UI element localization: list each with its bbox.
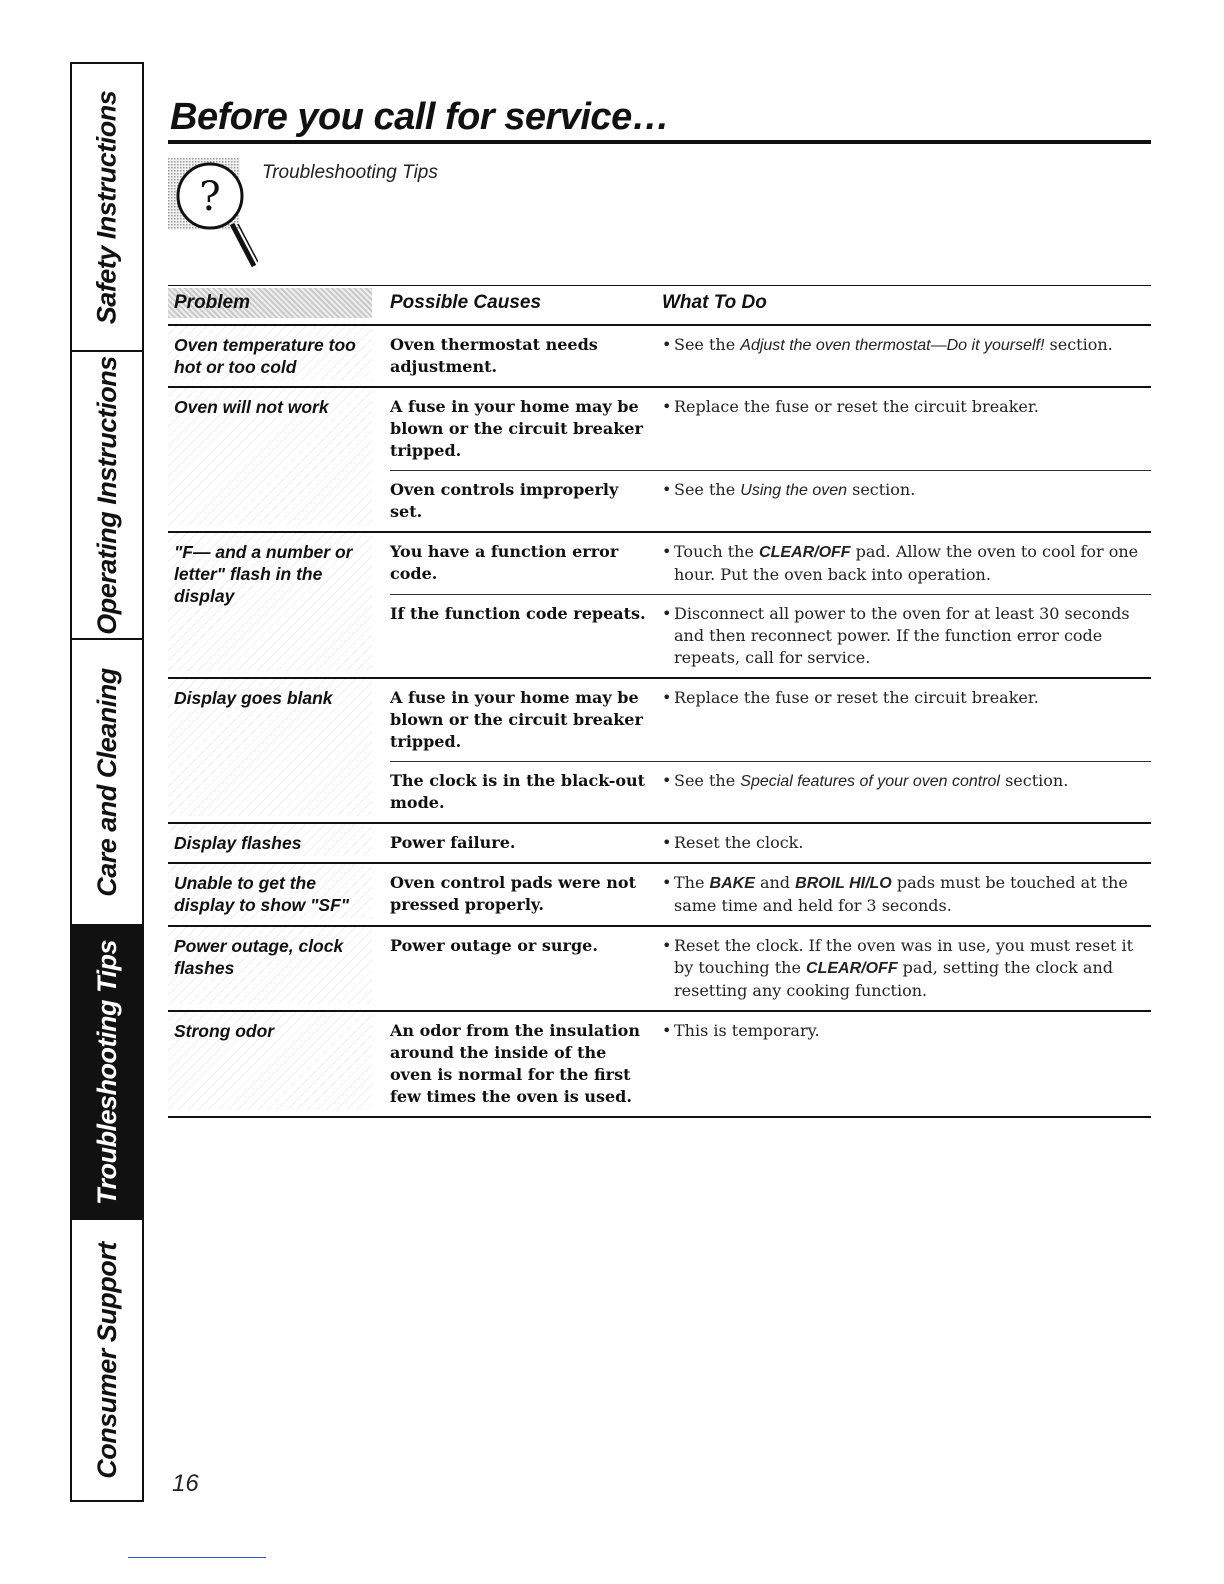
todo-segment: See the [674,480,741,499]
svg-text:?: ? [199,174,221,220]
group-rows [390,533,1151,677]
table-row [390,388,1151,470]
group-rows [390,679,1151,822]
problem-cell: Display goes blank [168,679,372,816]
todo-cell [662,935,1151,1002]
todo-segment: See the [674,771,741,790]
todo-reference: BROIL HI/LO [795,875,892,892]
side-tab-troubleshooting-tips[interactable] [72,926,142,1220]
question-magnifier-icon [168,158,258,270]
table-row [390,326,1151,386]
cause-cell: A fuse in your home may be blown or the circuit breaker tripped. [390,688,643,751]
column-header-problem: Problem [168,288,372,318]
todo-cell [662,541,1151,586]
bullet-icon: • [662,604,672,623]
todo-segment: Reset the clock. [674,833,804,852]
todo-segment: pad, setting the clock and resetting any cooking function. [674,958,1113,1000]
table-group [168,679,1151,824]
side-tab-safety-instructions[interactable] [72,64,142,352]
group-rows [390,927,1151,1010]
bullet-icon: • [662,397,672,416]
problem-cell: Oven temperature too hot or too cold [168,326,372,380]
page-title: Before you call for service… [170,96,670,138]
group-rows [390,864,1151,925]
side-tab-label: Operating Instructions [91,355,122,635]
problem-cell: "F— and a number or letter" flash in the display [168,533,372,671]
table-group [168,927,1151,1012]
bullet-icon: • [662,688,672,707]
bullet-icon: • [662,480,672,499]
table-group [168,1012,1151,1118]
table-group [168,533,1151,679]
todo-text [674,334,1151,378]
table-header [168,285,1151,326]
side-tab-label: Troubleshooting Tips [91,939,122,1205]
bullet-icon: • [662,335,672,354]
group-rows [390,1012,1151,1116]
title-rule [168,140,1151,144]
todo-segment: Disconnect all power to the oven for at least 30 seconds and then reconnect power. If the function error code repeats, call for service. [674,604,1130,667]
side-tab-care-and-cleaning[interactable] [72,640,142,926]
table-group [168,388,1151,533]
todo-reference: Using the oven [740,482,848,499]
todo-reference: Adjust the oven thermostat—Do it yourself! [740,337,1045,354]
table-row [390,533,1151,594]
todo-cell [662,396,1151,462]
todo-text [674,832,1151,854]
group-rows [390,824,1151,862]
todo-cell [662,603,1151,669]
table-row [390,761,1151,822]
todo-cell [662,1020,1151,1108]
bullet-icon: • [662,542,672,561]
group-rows [390,326,1151,386]
todo-cell [662,872,1151,917]
todo-reference: CLEAR/OFF [806,960,898,977]
todo-segment: This is temporary. [674,1021,820,1040]
todo-segment: See the [674,335,741,354]
bullet-icon: • [662,1021,672,1040]
todo-text [674,935,1151,1002]
problem-cell: Power outage, clock flashes [168,927,372,1004]
table-group [168,824,1151,864]
bullet-icon: • [662,833,672,852]
cause-cell: Oven control pads were not pressed properly. [390,873,636,914]
troubleshooting-table [168,285,1151,1118]
todo-segment: section. [847,480,916,499]
todo-segment: Reset the clock. If the oven was in use, you must reset it by touching the [674,936,1134,977]
table-group [168,864,1151,927]
table-row [390,927,1151,1010]
todo-cell [662,334,1151,378]
cause-cell: Power outage or surge. [390,936,598,955]
todo-segment: Replace the fuse or reset the circuit breaker. [674,688,1039,707]
cause-cell: If the function code repeats. [390,604,646,623]
side-tab-label: Care and Cleaning [91,667,122,897]
side-tab-label: Safety Instructions [91,90,122,324]
table-body [168,326,1151,1118]
todo-text [674,541,1151,586]
table-row [390,470,1151,531]
problem-cell: Oven will not work [168,388,372,525]
todo-segment: pad. Allow the oven to cool for one hour. Put the oven back into operation. [674,542,1139,584]
table-row [390,594,1151,677]
todo-segment: Touch the [674,542,760,561]
column-header-possible-causes: Possible Causes [390,292,542,313]
problem-cell: Unable to get the display to show "SF" [168,864,372,919]
table-row [390,679,1151,761]
side-tab-operating-instructions[interactable] [72,352,142,640]
cause-cell: An odor from the insulation around the inside of the oven is normal for the first few times the oven is used. [390,1021,640,1106]
cause-cell: You have a function error code. [390,542,619,583]
todo-text [674,1020,1151,1108]
todo-segment: and [754,873,796,892]
cause-cell: The clock is in the black-out mode. [390,771,646,812]
todo-text [674,603,1151,669]
side-tab-label: Consumer Support [91,1241,122,1479]
todo-segment: Replace the fuse or reset the circuit breaker. [674,397,1039,416]
footer-link-underline [128,1557,266,1558]
todo-cell [662,832,1151,854]
cause-cell: Oven thermostat needs adjustment. [390,335,598,376]
todo-text [674,687,1151,753]
todo-reference: CLEAR/OFF [759,544,851,561]
column-header-what-to-do: What To Do [662,292,767,313]
bullet-icon: • [662,873,672,892]
todo-text [674,770,1151,814]
problem-cell: Strong odor [168,1012,372,1110]
todo-segment: The [674,873,710,892]
todo-text [674,479,1151,523]
todo-cell [662,687,1151,753]
problem-cell: Display flashes [168,824,372,856]
todo-segment: section. [1044,335,1113,354]
table-row [390,824,1151,862]
cause-cell: Power failure. [390,833,516,852]
todo-text [674,872,1151,917]
todo-segment: pads must be touched at the same time and held for 3 seconds. [674,873,1128,915]
todo-segment: section. [999,771,1069,790]
cause-cell: Oven controls improperly set. [390,480,619,521]
section-subtitle: Troubleshooting Tips [262,162,438,183]
cause-cell: A fuse in your home may be blown or the circuit breaker tripped. [390,397,643,460]
page-number: 16 [172,1470,199,1497]
todo-reference: BAKE [709,875,755,892]
todo-reference: Special features of your oven control [740,773,1000,790]
side-tab-consumer-support[interactable] [72,1220,142,1500]
bullet-icon: • [662,771,672,790]
side-nav-tabs [70,62,144,1502]
todo-cell [662,479,1151,523]
bullet-icon: • [662,936,672,955]
group-rows [390,388,1151,531]
table-row [390,1012,1151,1116]
table-group [168,326,1151,388]
todo-cell [662,770,1151,814]
table-row [390,864,1151,925]
todo-text [674,396,1151,462]
